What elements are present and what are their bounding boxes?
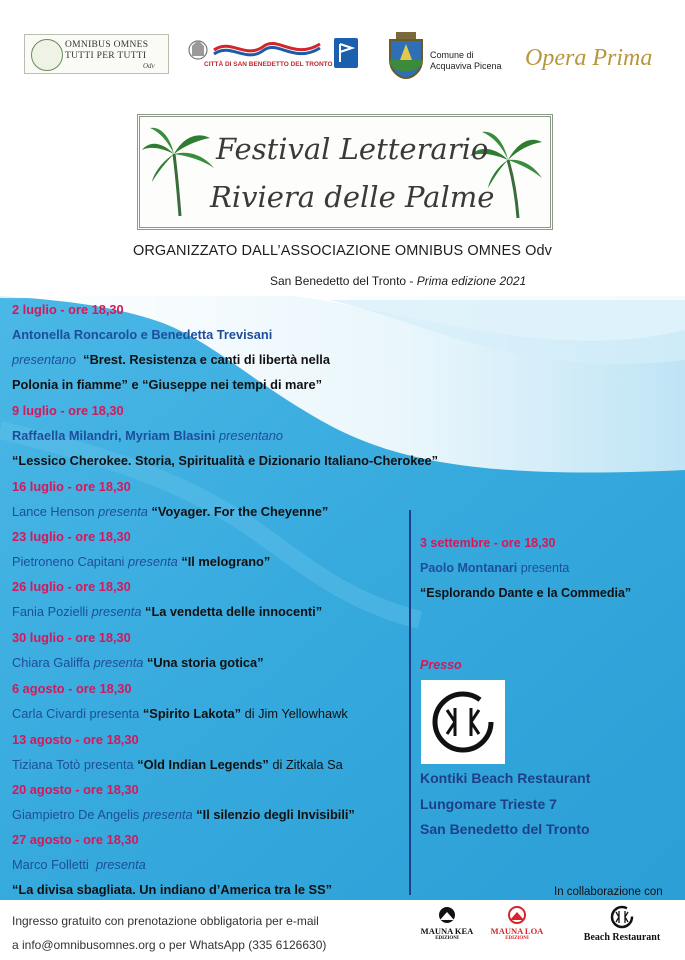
- kontiki-logo: [421, 680, 505, 764]
- event-title: “Old Indian Legends”: [137, 757, 269, 772]
- event-title: “La vendetta delle innocenti”: [145, 604, 323, 619]
- event-date: 26 luglio - ore 18,30: [12, 579, 131, 594]
- event-date: 2 luglio - ore 18,30: [12, 302, 124, 317]
- venue-city: San Benedetto del Tronto: [420, 821, 590, 837]
- event-presenter-verb: presenta: [83, 757, 134, 772]
- event-title: “Il silenzio degli Invisibili”: [196, 807, 355, 822]
- beach-restaurant-logo: [572, 904, 672, 943]
- event-title: “Il melograno”: [181, 554, 271, 569]
- event-author: Lance Henson: [12, 504, 95, 519]
- event-line: [12, 604, 322, 620]
- event-title-suffix: di Zitkala Sa: [268, 757, 343, 772]
- event-author-line: [12, 857, 146, 873]
- event-title-line: [12, 352, 330, 368]
- september-date: 3 settembre - ore 18,30: [420, 536, 556, 550]
- event-line: [12, 554, 270, 570]
- event-date: 27 agosto - ore 18,30: [12, 832, 139, 847]
- event-line: [12, 655, 264, 671]
- event-presenter-verb: presenta: [93, 655, 144, 670]
- event-title: “Spirito Lakota”: [142, 706, 242, 721]
- acquaviva-crest-icon: [386, 30, 426, 80]
- omnibus-logo-line3: Odv: [143, 62, 155, 70]
- beach-restaurant-label: Beach Restaurant: [583, 932, 661, 943]
- event-presenter-verb: presenta: [95, 857, 146, 872]
- mauna-loa-sub: EDIZIONI: [505, 936, 529, 941]
- event-presenter-verb: presenta: [142, 807, 193, 822]
- mauna-loa-label: MAUNA LOA: [490, 926, 544, 936]
- event-line: [12, 706, 348, 722]
- event-title: “Voyager. For the Cheyenne”: [151, 504, 329, 519]
- event-author: Antonella Roncarolo e Benedetta Trevisani: [12, 327, 273, 342]
- event-date: 6 agosto - ore 18,30: [12, 681, 132, 696]
- event-presenter-verb: presentano: [12, 352, 77, 367]
- mountain-icon: [506, 906, 528, 924]
- footer-line2: a info@omnibusomnes.org o per WhatsApp (335 6126630): [12, 938, 327, 952]
- event-presenter-verb: presenta: [91, 604, 142, 619]
- mauna-loa-logo: [484, 906, 550, 941]
- palm-tree-left-icon: [140, 120, 218, 220]
- event-presenter-verb: presenta: [127, 554, 178, 569]
- event-date: 16 luglio - ore 18,30: [12, 479, 131, 494]
- mountain-icon: [436, 906, 458, 924]
- event-date: 13 agosto - ore 18,30: [12, 732, 139, 747]
- event-date: 30 luglio - ore 18,30: [12, 630, 131, 645]
- event-author: Pietroneno Capitani: [12, 554, 125, 569]
- event-author: Fania Pozielli: [12, 604, 89, 619]
- event-author: Tiziana Totò: [12, 757, 81, 772]
- event-presenter-verb: presenta: [98, 504, 148, 519]
- event-title: “Brest. Resistenza e canti di libertà nella: [83, 352, 330, 367]
- event-title-suffix: di Jim Yellowhawk: [241, 706, 348, 721]
- tree-icon: [31, 39, 63, 71]
- venue-presso-label: Presso: [420, 658, 462, 672]
- event-author: Raffaella Milandri, Myriam Blasini: [12, 428, 216, 443]
- event-author: Marco Folletti: [12, 857, 89, 872]
- omnibus-logo-line1: OMNIBUS OMNES: [65, 40, 149, 50]
- mauna-kea-logo: [414, 906, 480, 941]
- festival-title-line1: Festival Letterario: [216, 132, 489, 166]
- place-city: San Benedetto del Tronto -: [270, 274, 417, 288]
- kontiki-small-icon: [609, 904, 635, 930]
- venue-address: Lungomare Trieste 7: [420, 796, 557, 812]
- event-line: [12, 757, 343, 773]
- event-date: 20 agosto - ore 18,30: [12, 782, 139, 797]
- event-author: Giampietro De Angelis: [12, 807, 140, 822]
- event-date: 23 luglio - ore 18,30: [12, 529, 131, 544]
- event-title: “Lessico Cherokee. Storia, Spiritualità e Dizionario Italiano-Cherokee”: [12, 453, 438, 468]
- mauna-kea-label: MAUNA KEA: [420, 926, 474, 936]
- event-title: “Una storia gotica”: [146, 655, 264, 670]
- event-presenter-verb: presentano: [218, 428, 283, 443]
- event-author-line: [12, 428, 283, 444]
- place-edition: [270, 274, 526, 288]
- event-date: 9 luglio - ore 18,30: [12, 403, 124, 418]
- event-title-cont: Polonia in fiamme” e “Giuseppe nei tempi di mare”: [12, 377, 323, 392]
- footer-line1: Ingresso gratuito con prenotazione obbligatoria per e-mail: [12, 914, 319, 928]
- collaboration-label: In collaborazione con: [554, 886, 663, 898]
- mauna-kea-sub: EDIZIONI: [435, 936, 459, 941]
- september-author-line: [420, 560, 569, 576]
- column-divider: [409, 510, 411, 895]
- event-title: “La divisa sbagliata. Un indiano d’America tra le SS”: [12, 882, 333, 897]
- comune-line1: Comune di: [430, 50, 474, 60]
- opera-prima-logo: Opera Prima: [525, 45, 653, 71]
- city-logo-label: CITTÀ DI SAN BENEDETTO DEL TRONTO: [204, 61, 333, 68]
- city-of-san-benedetto-logo: [186, 34, 328, 74]
- festival-title-line2: Riviera delle Palme: [210, 180, 495, 214]
- event-line: [12, 504, 328, 520]
- september-presenter-verb: presenta: [520, 561, 570, 575]
- omnibus-logo-line2: TUTTI PER TUTTI: [65, 51, 147, 61]
- venue-name: Kontiki Beach Restaurant: [420, 770, 591, 786]
- blue-flag-icon: [334, 38, 358, 68]
- omnibus-omnes-logo: [24, 34, 169, 74]
- event-author: Carla Civardi: [12, 706, 86, 721]
- event-line: [12, 807, 355, 823]
- event-presenter-verb: presenta: [89, 706, 140, 721]
- september-author: Paolo Montanari: [420, 561, 518, 575]
- place-edition-text: Prima edizione 2021: [416, 274, 527, 288]
- organizer-heading: ORGANIZZATO DALL’ASSOCIAZIONE OMNIBUS OMNES Odv: [132, 243, 553, 259]
- september-title: “Esplorando Dante e la Commedia”: [420, 586, 632, 600]
- event-author: Chiara Galiffa: [12, 655, 91, 670]
- comune-line2: Acquaviva Picena: [430, 61, 502, 71]
